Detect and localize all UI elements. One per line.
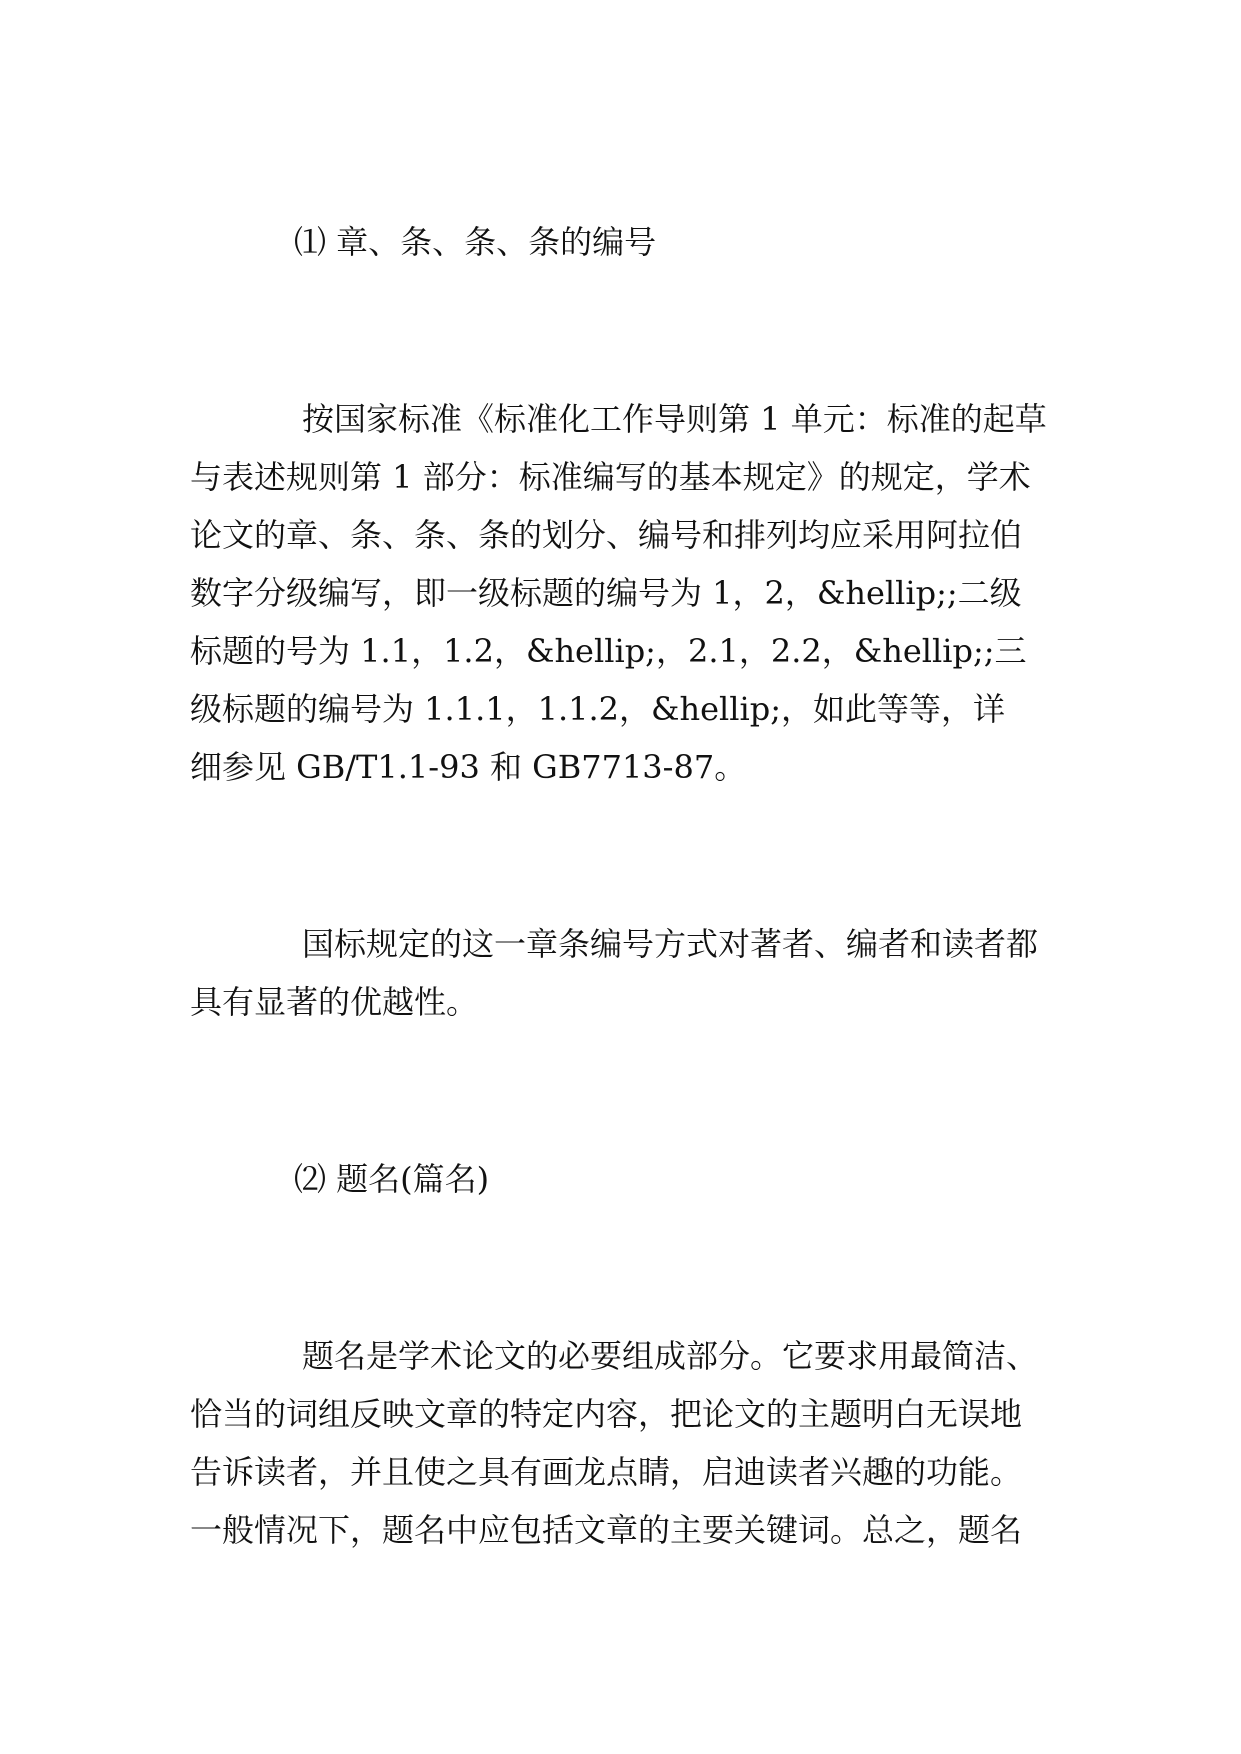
- paragraph-line: 告诉读者，并且使之具有画龙点睛，启迪读者兴趣的功能。: [190, 1453, 1023, 1491]
- paragraph-line: 恰当的词组反映文章的特定内容，把论文的主题明白无误地: [190, 1395, 1023, 1433]
- paragraph-line: 具有显著的优越性。: [190, 983, 479, 1021]
- paragraph-line: 级标题的编号为 1.1.1，1.1.2，&hellip;，如此等等，详: [190, 690, 1006, 728]
- paragraph-line: 标题的号为 1.1，1.2，&hellip;，2.1，2.2，&hellip;;三: [190, 632, 1027, 670]
- paragraph-line: 国标规定的这一章条编号方式对著者、编者和读者都: [302, 925, 1039, 963]
- paragraph-line: 细参见 GB/T1.1-93 和 GB7713-87。: [190, 748, 747, 786]
- heading-title: ⑵ 题名(篇名): [294, 1160, 490, 1198]
- paragraph-line: 一般情况下，题名中应包括文章的主要关键词。总之，题名: [190, 1511, 1023, 1549]
- paragraph-line: 与表述规则第 1 部分：标准编写的基本规定》的规定，学术: [190, 458, 1031, 496]
- paragraph-line: 题名是学术论文的必要组成部分。它要求用最简洁、: [302, 1337, 1039, 1375]
- heading-chapter-numbering: ⑴ 章、条、条、条的编号: [294, 223, 657, 261]
- paragraph-line: 数字分级编写，即一级标题的编号为 1，2，&hellip;;二级: [190, 574, 1022, 612]
- paragraph-line: 按国家标准《标准化工作导则第 1 单元：标准的起草: [302, 400, 1047, 438]
- paragraph-line: 论文的章、条、条、条的划分、编号和排列均应采用阿拉伯: [190, 516, 1023, 554]
